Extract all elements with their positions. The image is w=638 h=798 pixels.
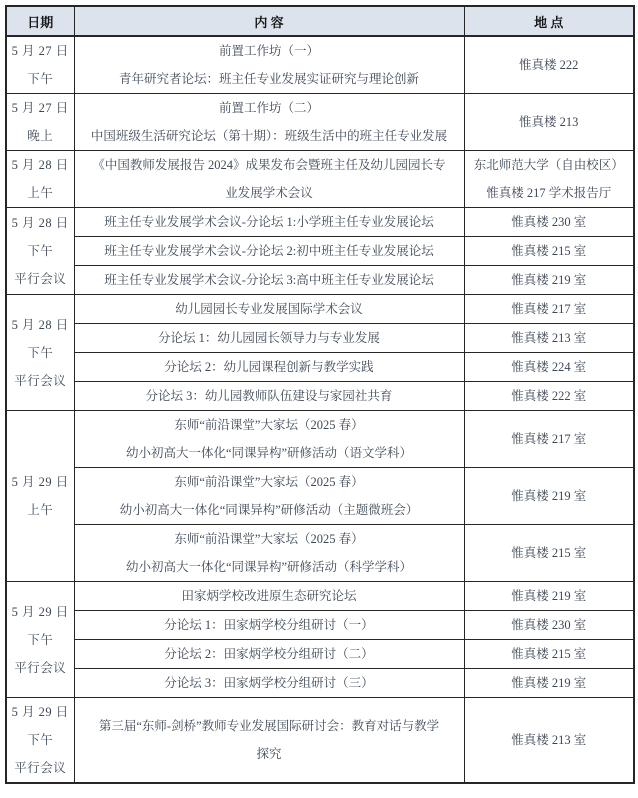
content-cell bbox=[74, 468, 464, 525]
location-line: 惟真楼 213 bbox=[519, 115, 579, 129]
content-cell bbox=[74, 208, 464, 237]
location-cell bbox=[464, 669, 634, 698]
location-cell bbox=[464, 151, 634, 208]
date-line: 5 月 29 日 bbox=[11, 604, 69, 619]
location-line: 惟真楼 215 室 bbox=[511, 647, 587, 661]
content-line: 幼儿园园长专业发展国际学术会议 bbox=[175, 302, 363, 316]
location-cell bbox=[464, 640, 634, 669]
content-cell bbox=[74, 237, 464, 266]
column-header-location: 地 点 bbox=[464, 6, 634, 36]
table-row bbox=[6, 353, 634, 382]
content-line: 幼小初高大一体化“同课异构”研修活动（语文学科） bbox=[125, 446, 413, 460]
table-row bbox=[6, 582, 634, 611]
date-line: 下午 bbox=[27, 733, 54, 747]
date-cell bbox=[6, 151, 74, 208]
location-line: 惟真楼 230 室 bbox=[511, 215, 587, 229]
content-cell bbox=[74, 94, 464, 151]
content-line: 班主任专业发展学术会议-分论坛 1:小学班主任专业发展论坛 bbox=[104, 215, 434, 229]
header-row bbox=[6, 6, 634, 36]
content-line: 幼小初高大一体化“同课异构”研修活动（主题微班会） bbox=[119, 503, 419, 517]
content-line: 幼小初高大一体化“同课异构”研修活动（科学学科） bbox=[125, 560, 413, 574]
table-row bbox=[6, 36, 634, 94]
content-cell bbox=[74, 411, 464, 468]
content-cell bbox=[74, 36, 464, 94]
content-cell bbox=[74, 669, 464, 698]
content-line: 《中国教师发展报告 2024》成果发布会暨班主任及幼儿园园长专 bbox=[92, 158, 446, 172]
content-line: 东师“前沿课堂”大家坛（2025 春） bbox=[174, 418, 364, 432]
location-cell bbox=[464, 525, 634, 582]
date-line: 晚上 bbox=[27, 129, 54, 143]
date-line: 5 月 29 日 bbox=[11, 475, 69, 489]
location-cell bbox=[464, 94, 634, 151]
content-line: 业发展学术会议 bbox=[225, 186, 313, 200]
table-row bbox=[6, 151, 634, 208]
location-line: 惟真楼 224 室 bbox=[511, 360, 587, 374]
content-cell bbox=[74, 151, 464, 208]
content-line: 班主任专业发展学术会议-分论坛 3:高中班主任专业发展论坛 bbox=[104, 273, 434, 287]
location-cell bbox=[464, 411, 634, 468]
table-header bbox=[6, 6, 634, 36]
location-line: 惟真楼 213 室 bbox=[511, 733, 587, 747]
date-line: 5 月 28 日 bbox=[11, 216, 69, 230]
date-line: 5 月 28 日 bbox=[11, 158, 69, 172]
location-line: 惟真楼 215 室 bbox=[511, 244, 587, 258]
table-row bbox=[6, 382, 634, 411]
date-line: 平行会议 bbox=[14, 272, 67, 286]
content-cell bbox=[74, 582, 464, 611]
date-line: 下午 bbox=[27, 632, 54, 647]
content-line: 东师“前沿课堂”大家坛（2025 春） bbox=[174, 475, 364, 489]
content-cell bbox=[74, 382, 464, 411]
schedule-table-body bbox=[6, 36, 634, 783]
content-cell bbox=[74, 324, 464, 353]
content-line: 探究 bbox=[256, 747, 282, 761]
location-cell bbox=[464, 698, 634, 784]
content-line: 分论坛 1：田家炳学校分组研讨（一） bbox=[164, 618, 374, 632]
location-line: 惟真楼 217 室 bbox=[511, 432, 587, 446]
date-line: 5 月 27 日 bbox=[11, 101, 69, 115]
content-cell bbox=[74, 611, 464, 640]
date-line: 平行会议 bbox=[14, 761, 67, 775]
content-line: 前置工作坊（一） bbox=[218, 44, 319, 58]
content-cell bbox=[74, 640, 464, 669]
table-row bbox=[6, 640, 634, 669]
location-line: 惟真楼 222 bbox=[519, 58, 579, 72]
location-line: 东北师范大学（自由校区） bbox=[473, 158, 624, 172]
location-line: 惟真楼 219 室 bbox=[511, 489, 587, 503]
location-cell bbox=[464, 36, 634, 94]
date-line: 下午 bbox=[27, 345, 54, 360]
content-line: 分论坛 3：幼儿园教师队伍建设与家园社共育 bbox=[145, 389, 393, 403]
date-line: 下午 bbox=[27, 72, 54, 86]
table-row bbox=[6, 669, 634, 698]
location-cell bbox=[464, 324, 634, 353]
table-row bbox=[6, 698, 634, 784]
location-line: 惟真楼 217 室 bbox=[511, 302, 587, 316]
location-cell bbox=[464, 468, 634, 525]
location-line: 惟真楼 219 室 bbox=[511, 273, 587, 287]
content-line: 中国班级生活研究论坛（第十期）：班级生活中的班主任专业发展 bbox=[90, 129, 448, 143]
location-cell bbox=[464, 295, 634, 324]
location-line: 惟真楼 222 室 bbox=[511, 389, 587, 403]
location-line: 惟真楼 217 学术报告厅 bbox=[486, 186, 612, 200]
content-cell bbox=[74, 525, 464, 582]
date-line: 5 月 28 日 bbox=[11, 317, 69, 332]
content-line: 分论坛 2：田家炳学校分组研讨（二） bbox=[164, 647, 374, 661]
date-line: 5 月 29 日 bbox=[11, 705, 69, 719]
table-row bbox=[6, 237, 634, 266]
content-line: 东师“前沿课堂”大家坛（2025 春） bbox=[174, 532, 364, 546]
content-line: 分论坛 3：田家炳学校分组研讨（三） bbox=[164, 676, 374, 690]
content-cell bbox=[74, 353, 464, 382]
date-cell bbox=[6, 582, 74, 698]
content-line: 青年研究者论坛：班主任专业发展实证研究与理论创新 bbox=[118, 72, 419, 86]
location-cell bbox=[464, 382, 634, 411]
date-line: 下午 bbox=[27, 244, 54, 258]
date-line: 上午 bbox=[27, 186, 54, 200]
date-cell bbox=[6, 698, 74, 784]
date-cell bbox=[6, 36, 74, 94]
date-line: 上午 bbox=[27, 503, 54, 517]
location-cell bbox=[464, 208, 634, 237]
table-row bbox=[6, 525, 634, 582]
content-cell bbox=[74, 266, 464, 295]
table-row bbox=[6, 266, 634, 295]
column-header-content: 内 容 bbox=[74, 6, 464, 36]
location-cell bbox=[464, 353, 634, 382]
date-line: 平行会议 bbox=[14, 660, 67, 675]
location-line: 惟真楼 215 室 bbox=[511, 546, 587, 560]
table-row bbox=[6, 324, 634, 353]
content-cell bbox=[74, 295, 464, 324]
date-line: 5 月 27 日 bbox=[11, 44, 69, 58]
date-cell bbox=[6, 208, 74, 295]
location-cell bbox=[464, 611, 634, 640]
location-line: 惟真楼 213 室 bbox=[511, 331, 587, 345]
location-line: 惟真楼 219 室 bbox=[511, 589, 587, 603]
table-row bbox=[6, 468, 634, 525]
schedule-table bbox=[5, 5, 635, 784]
content-line: 第三届“东师-剑桥”教师专业发展国际研讨会：教育对话与教学 bbox=[98, 719, 440, 733]
location-line: 惟真楼 219 室 bbox=[511, 676, 587, 690]
table-row bbox=[6, 611, 634, 640]
date-cell bbox=[6, 295, 74, 411]
table-row bbox=[6, 411, 634, 468]
date-cell bbox=[6, 94, 74, 151]
content-line: 分论坛 2：幼儿园课程创新与教学实践 bbox=[164, 360, 374, 374]
content-line: 分论坛 1：幼儿园园长领导力与专业发展 bbox=[158, 331, 380, 345]
location-line: 惟真楼 230 室 bbox=[511, 618, 587, 632]
table-row bbox=[6, 208, 634, 237]
table-row bbox=[6, 295, 634, 324]
content-line: 前置工作坊（二） bbox=[218, 101, 319, 115]
content-line: 班主任专业发展学术会议-分论坛 2:初中班主任专业发展论坛 bbox=[104, 244, 434, 258]
column-header-date: 日期 bbox=[6, 6, 74, 36]
location-cell bbox=[464, 237, 634, 266]
location-cell bbox=[464, 266, 634, 295]
location-cell bbox=[464, 582, 634, 611]
date-line: 平行会议 bbox=[14, 373, 67, 388]
table-row bbox=[6, 94, 634, 151]
date-cell bbox=[6, 411, 74, 582]
content-cell bbox=[74, 698, 464, 784]
content-line: 田家炳学校改进原生态研究论坛 bbox=[181, 589, 357, 603]
